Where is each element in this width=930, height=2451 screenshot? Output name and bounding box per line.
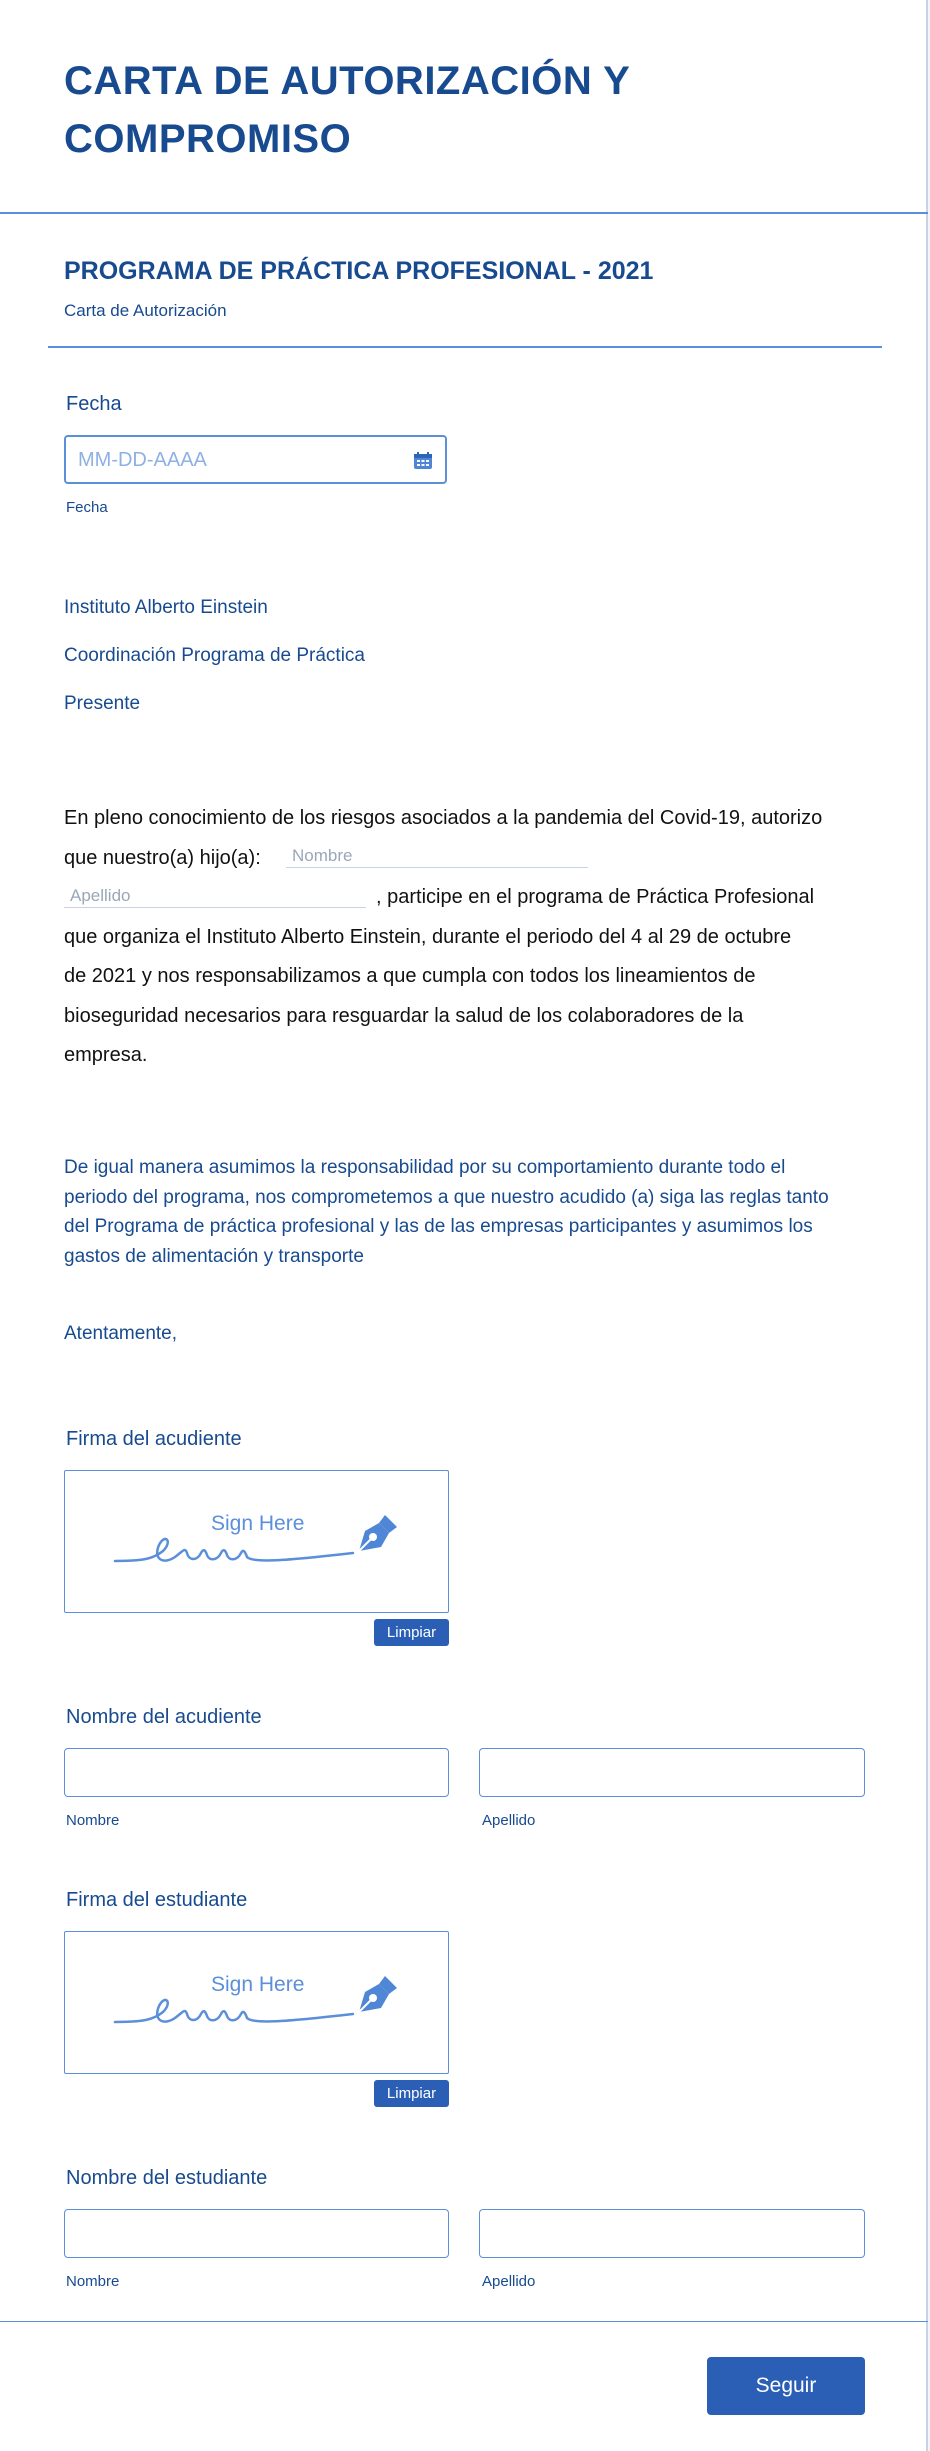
- address-present: Presente: [64, 693, 141, 714]
- pen-nib-icon: [355, 1511, 401, 1555]
- guardian-first-name-sublabel: Nombre: [66, 1812, 120, 1829]
- child-last-name-input[interactable]: [64, 885, 366, 908]
- closing-text: Atentamente,: [64, 1323, 178, 1344]
- student-first-name-input[interactable]: [64, 2209, 449, 2258]
- pen-nib-icon: [355, 1972, 401, 2016]
- letter-line-6: bioseguridad necesarios para resguardar la salud de los colaboradores de la: [64, 1005, 744, 1027]
- section-divider: [48, 346, 882, 348]
- student-signature-label: Firma del estudiante: [66, 1889, 248, 1911]
- form-title: CARTA DE AUTORIZACIÓN Y COMPROMISO: [64, 59, 630, 161]
- student-signature-pad[interactable]: [64, 1931, 449, 2074]
- next-button[interactable]: Seguir: [707, 2357, 865, 2415]
- letter-line-7: empresa.: [64, 1044, 148, 1066]
- letter-line-2: que nuestro(a) hijo(a):: [64, 847, 261, 869]
- student-clear-button[interactable]: Limpiar: [374, 2080, 449, 2107]
- address-coordination: Coordinación Programa de Práctica: [64, 645, 365, 666]
- guardian-signature-label: Firma del acudiente: [66, 1428, 242, 1450]
- header-divider: [0, 212, 928, 214]
- guardian-sign-here-text: Sign Here: [211, 1512, 305, 1535]
- section-title: PROGRAMA DE PRÁCTICA PROFESIONAL - 2021: [64, 257, 654, 285]
- letter-line-1: En pleno conocimiento de los riesgos asociados a la pandemia del Covid-19, autorizo: [64, 807, 823, 829]
- student-name-label: Nombre del estudiante: [66, 2167, 268, 2189]
- child-last-name-placeholder: Apellido: [70, 886, 131, 905]
- student-last-name-sublabel: Apellido: [482, 2273, 536, 2290]
- student-first-name-sublabel: Nombre: [66, 2273, 120, 2290]
- guardian-last-name-input[interactable]: [479, 1748, 865, 1797]
- date-label: Fecha: [66, 393, 122, 415]
- date-placeholder: MM-DD-AAAA: [78, 449, 207, 471]
- child-first-name-placeholder: Nombre: [292, 846, 353, 865]
- guardian-name-label: Nombre del acudiente: [66, 1706, 262, 1728]
- calendar-icon[interactable]: [413, 452, 433, 470]
- section-subtitle: Carta de Autorización: [64, 301, 227, 320]
- date-sublabel: Fecha: [66, 499, 108, 516]
- commitment-line-2: periodo del programa, nos comprometemos a que nuestro acudido (a) siga las reglas tanto: [64, 1187, 829, 1208]
- student-sign-here-text: Sign Here: [211, 1973, 305, 1996]
- date-input[interactable]: [64, 435, 447, 484]
- letter-line-5: de 2021 y nos responsabilizamos a que cumpla con todos los lineamientos de: [64, 965, 756, 987]
- commitment-line-1: De igual manera asumimos la responsabilidad por su comportamiento durante todo el: [64, 1157, 786, 1178]
- guardian-last-name-sublabel: Apellido: [482, 1812, 536, 1829]
- child-first-name-input[interactable]: [286, 845, 588, 868]
- guardian-first-name-input[interactable]: [64, 1748, 449, 1797]
- letter-line-4: que organiza el Instituto Alberto Einstein, durante el periodo del 4 al 29 de octubre: [64, 926, 792, 948]
- student-last-name-input[interactable]: [479, 2209, 865, 2258]
- guardian-clear-button[interactable]: Limpiar: [374, 1619, 449, 1646]
- commitment-line-4: gastos de alimentación y transporte: [64, 1246, 364, 1267]
- guardian-signature-pad[interactable]: [64, 1470, 449, 1613]
- commitment-line-3: del Programa de práctica profesional y las de las empresas participantes y asumimos los: [64, 1216, 813, 1237]
- address-institute: Instituto Alberto Einstein: [64, 597, 268, 618]
- letter-line-3: , participe en el programa de Práctica Profesional: [376, 886, 815, 908]
- footer-divider: [0, 2321, 928, 2322]
